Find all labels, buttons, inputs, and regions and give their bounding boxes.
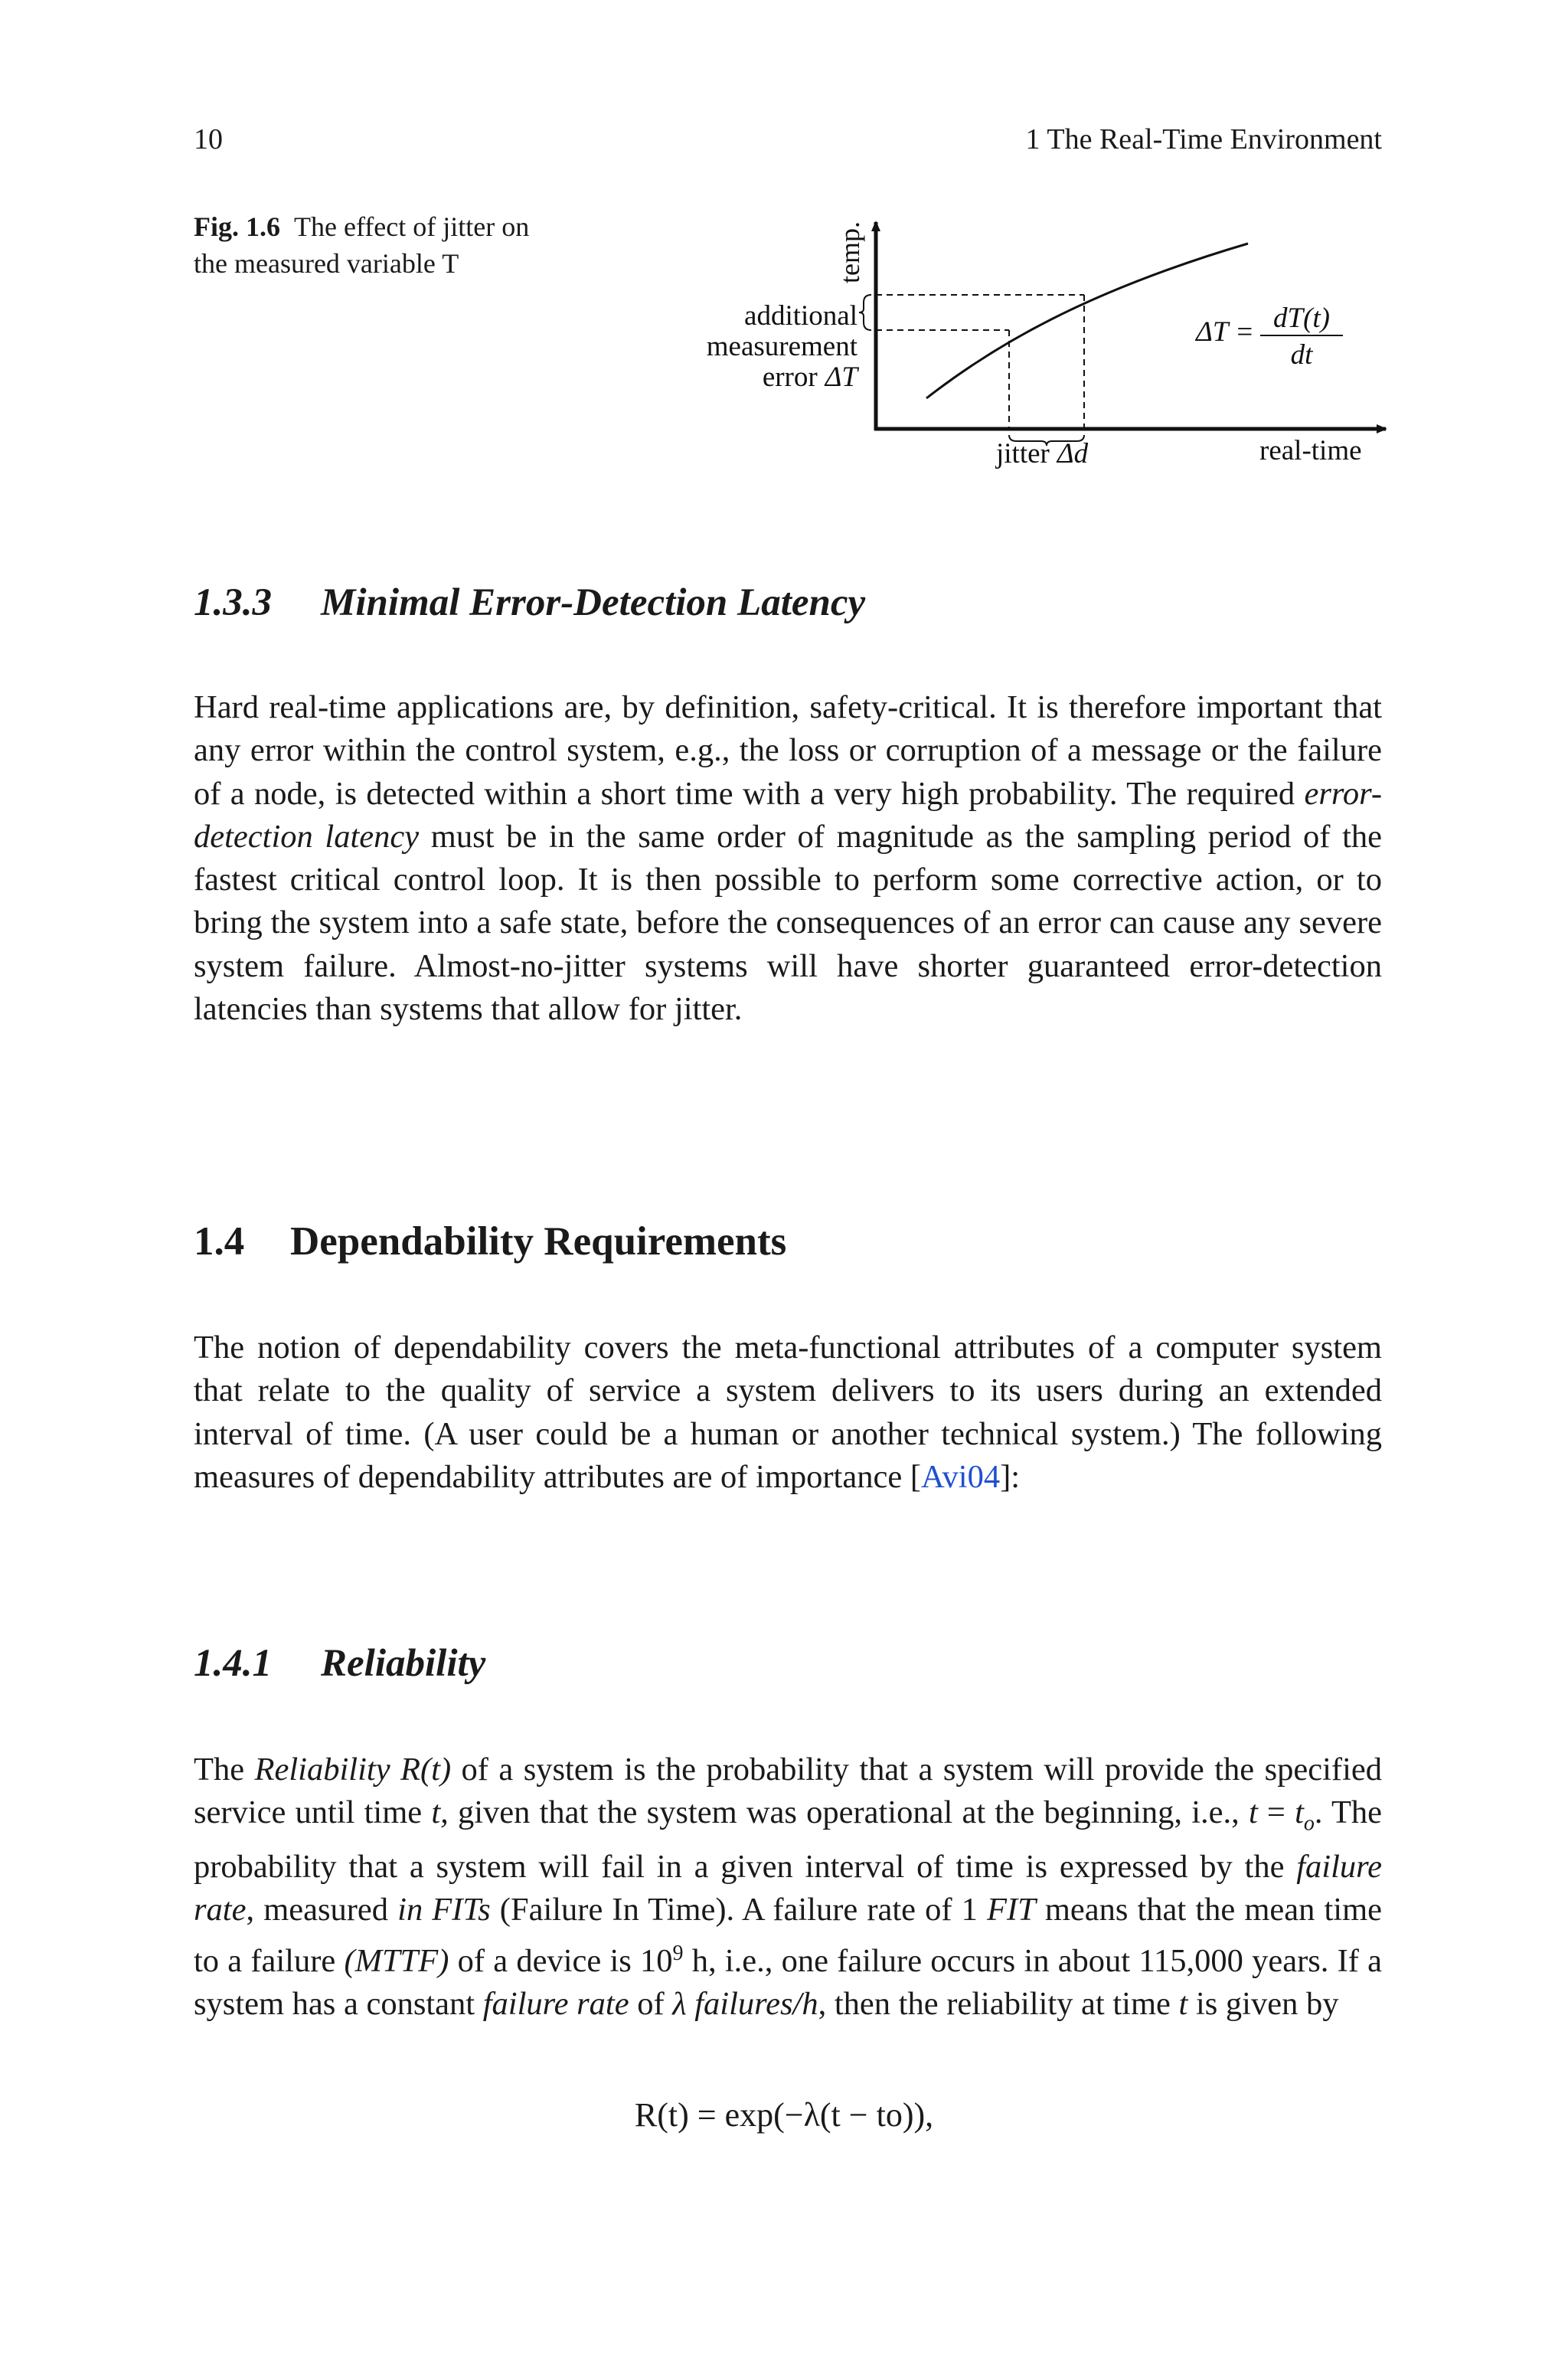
section-number: 1.4.1 — [194, 1642, 272, 1685]
emphasis-error-detection-latency: error-detection latency — [194, 775, 1382, 855]
paragraph-reliability — [194, 1748, 1382, 2026]
emphasis: failure rate — [194, 1849, 1382, 1928]
text-run: of — [629, 1986, 673, 2023]
section-number: 1.3.3 — [194, 581, 272, 624]
paragraph-error-detection — [194, 686, 1382, 1031]
text-run: is given by — [1187, 1986, 1339, 2023]
text-run: ]: — [1000, 1458, 1021, 1495]
text-run: . The probability that a system will fail in a given interval of time is expressed by the — [194, 1794, 1383, 1886]
text-run: means that the mean time to a failure — [194, 1892, 1383, 1979]
jitter-figure — [674, 199, 1393, 490]
jitter-label — [995, 438, 1089, 469]
section-number: 1.4 — [194, 1219, 245, 1264]
figure-label: Fig. 1.6 — [194, 211, 280, 242]
running-title: 1 The Real-Time Environment — [1025, 123, 1382, 155]
error-label-line1: additional — [744, 300, 858, 332]
emphasis: t — [1178, 1986, 1188, 2023]
text-run: of a device is 10 — [449, 1942, 673, 1979]
emphasis: (MTTF) — [344, 1942, 449, 1979]
text-run: of a system is the probability that a system will provide the specified service until time — [194, 1752, 1382, 1831]
text-run: Hard real-time applications are, by definition, safety-critical. It is therefore important that any error within the control system, e.g., the loss or corruption of a message or the failure of a node, is detected within a short time with a very high probability. The required — [194, 689, 1382, 812]
error-symbol: ΔT — [825, 361, 858, 393]
error-label-line2: measurement — [706, 331, 858, 362]
text-run: The notion of dependability covers the meta-functional attributes of a computer system that relate to the quality of service a system delivers to its users during an extended interval of time. (A user could be a human or another technical system.) The following measures of dependability attributes are of importance [ — [194, 1330, 1382, 1495]
emphasis: λ failures/h — [672, 1986, 818, 2023]
figure-caption — [194, 208, 561, 282]
formula-denominator: dt — [1290, 339, 1313, 371]
subscript: o — [1303, 1811, 1315, 1836]
text-run: (Failure In Time). A failure rate of 1 — [490, 1892, 987, 1928]
formula-lhs: ΔT = — [1196, 316, 1254, 348]
superscript: 9 — [672, 1941, 684, 1965]
error-word: error — [762, 361, 818, 393]
emphasis: FIT — [986, 1892, 1036, 1928]
section-title: Minimal Error-Detection Latency — [321, 581, 866, 624]
jitter-word: jitter — [996, 438, 1050, 469]
figure-caption-text: The effect of jitter on the measured variable T — [194, 211, 530, 279]
section-title: Reliability — [321, 1642, 486, 1685]
section-heading-1-4 — [194, 1218, 786, 1265]
reliability-equation: R(t) = exp(−λ(t − to)), — [634, 2096, 934, 2134]
y-axis-label: temp. — [835, 221, 865, 283]
text-run: The — [194, 1752, 255, 1788]
text-run: , then the reliability at time — [818, 1986, 1179, 2023]
error-brace — [859, 295, 871, 330]
emphasis: in FITs — [397, 1892, 491, 1928]
text-run: h, i.e., one failure occurs in about 115,000 years. If a system has a constant — [194, 1942, 1382, 2023]
citation-link-avi04[interactable]: Avi04 — [920, 1458, 1001, 1495]
emphasis: t — [1295, 1794, 1304, 1831]
text-run: , measured — [246, 1892, 398, 1928]
emphasis: failure rate — [482, 1986, 629, 2023]
jitter-diagram — [674, 199, 1393, 490]
x-axis-label: real-time — [1259, 435, 1362, 466]
error-label-line3 — [763, 361, 860, 393]
emphasis: t, — [431, 1794, 449, 1831]
emphasis: Reliability R(t) — [254, 1752, 452, 1788]
paragraph-dependability — [194, 1326, 1382, 1499]
section-title: Dependability Requirements — [290, 1219, 787, 1264]
formula-numerator: dT(t) — [1273, 303, 1330, 334]
section-heading-1-3-3 — [194, 580, 865, 626]
text-run: must be in the same order of magnitude as the sampling period of the fastest critical control loop. It is then possible to perform some corrective action, or to bring the system into a safe state, before the consequences of an error can cause any severe system failure. Almost-no-jitter systems will have shorter guaranteed error-detection latencies than systems that allow for jitter. — [194, 818, 1382, 1028]
emphasis: t — [1248, 1794, 1258, 1831]
text-run: = — [1257, 1794, 1295, 1831]
jitter-symbol: Δd — [1057, 438, 1089, 469]
page-number: 10 — [194, 123, 223, 155]
text-run: given that the system was operational at the beginning, i.e., — [448, 1794, 1249, 1831]
section-heading-1-4-1 — [194, 1640, 485, 1686]
